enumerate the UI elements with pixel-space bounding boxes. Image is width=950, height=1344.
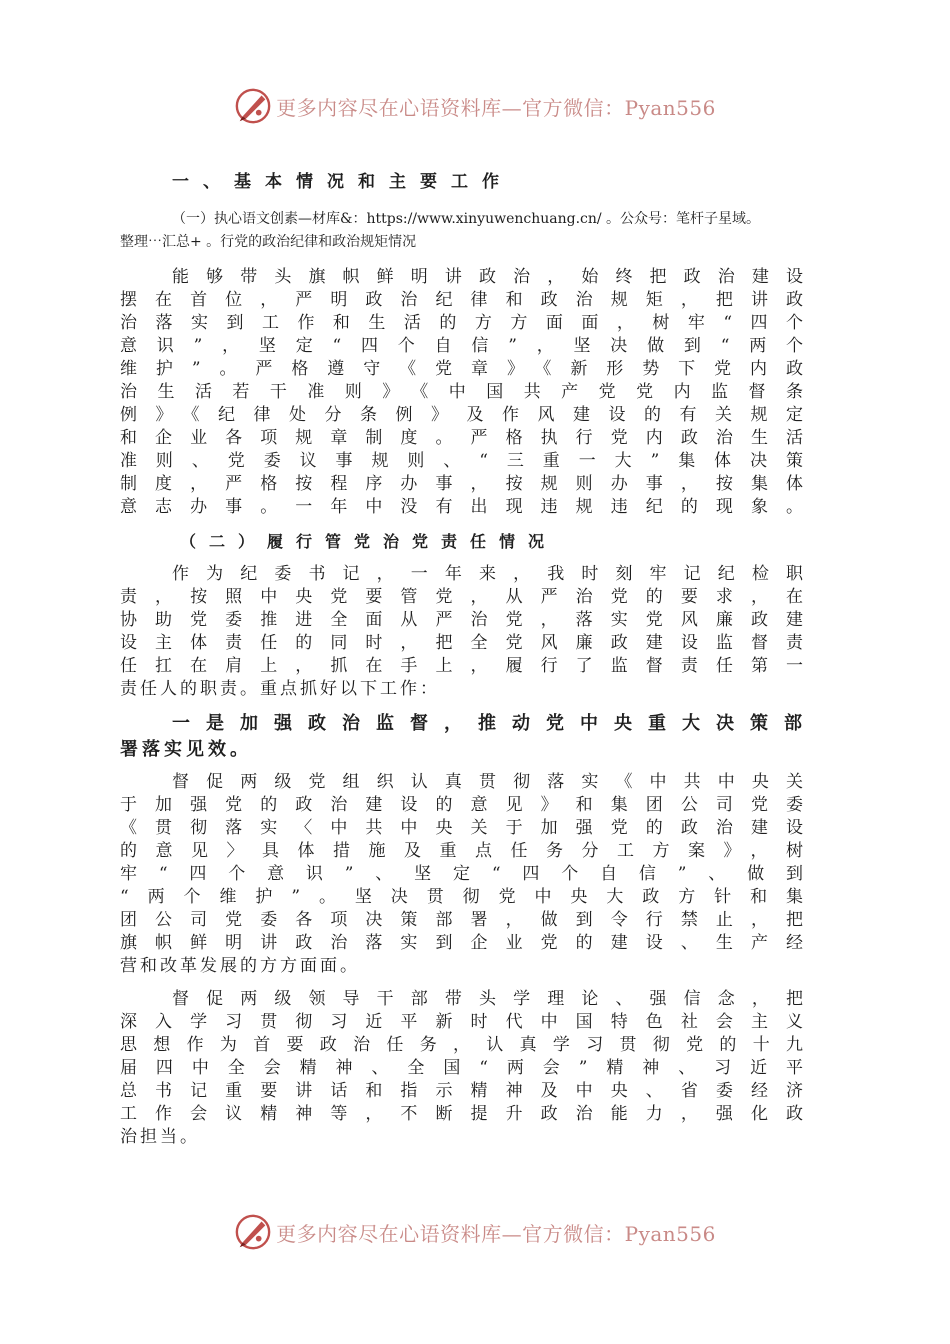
banner-text: 更多内容尽在心语资料库—官方微信：Pyan556: [276, 1221, 716, 1246]
header-banner: [0, 84, 950, 128]
paragraph-political-discipline: [120, 266, 806, 519]
text-line: 总书记重要讲话和指示精神及中央、省委经济: [120, 1081, 806, 1101]
text-line: 设主体责任的同时，把全党风廉政建设监督责: [120, 633, 806, 653]
pen-logo-icon: [234, 87, 272, 125]
text-line: 营和改革发展的方方面面。: [120, 956, 360, 976]
text-line: 牢“四个意识”、坚定“四个自信”、做到: [120, 864, 806, 884]
text-line: 治落实到工作和生活的方方面面，树牢“四个: [120, 313, 806, 333]
text-line: 能够带头旗帜鲜明讲政治，始终把政治建设: [172, 267, 806, 287]
text-line: 督促两级领导干部带头学理论、强信念，把: [172, 989, 806, 1009]
text-line: 责任人的职责。重点抓好以下工作：: [120, 679, 440, 699]
subsection-title-line: （一）执心语文创素—材库&：https://www.xinyuwenchuang.cn/ 。公众号：笔杆子星域。: [172, 211, 761, 227]
bold-heading-political-supervision: [120, 711, 806, 763]
pen-logo-icon: [234, 1213, 272, 1251]
paragraph-theory-study: [120, 988, 806, 1149]
text-line: 例》《纪律处分条例》及作风建设的有关规定: [120, 405, 806, 425]
text-line: 思想作为首要政治任务，认真学习贯彻党的十九: [120, 1035, 806, 1055]
text-line: 摆在首位，严明政治纪律和政治规矩，把讲政: [120, 290, 806, 310]
document-body: [120, 168, 806, 1159]
text-line: 制度，严格按程序办事，按规则办事，按集体: [120, 474, 806, 494]
text-line: 治生活若干准则》《中国共产党党内监督条: [120, 382, 806, 402]
text-line: 的意见〉具体措施及重点任务分工方案》，树: [120, 841, 806, 861]
subsection-heading: （二）履行管党治党责任情况: [180, 532, 558, 551]
text-line: 任扛在肩上，抓在手上，履行了监督责任第一: [120, 656, 806, 676]
text-line: “两个维护”。坚决贯彻党中央大政方针和集: [120, 887, 806, 907]
text-line: 作为纪委书记，一年来，我时刻牢记纪检职: [172, 564, 806, 584]
text-line: 督促两级党组织认真贯彻落实《中共中央关: [172, 772, 806, 792]
text-line: 工作会议精神等，不断提升政治能力，强化政: [120, 1104, 806, 1124]
text-line: 团公司党委各项决策部署，做到令行禁止，把: [120, 910, 806, 930]
text-line: 治担当。: [120, 1127, 200, 1147]
paragraph-responsibility: [120, 563, 806, 701]
text-line: 旗帜鲜明讲政治落实到企业党的建设、生产经: [120, 933, 806, 953]
footer-banner: [0, 1210, 950, 1254]
text-line: 届四中全会精神、全国“两会”精神、习近平: [120, 1058, 806, 1078]
section-heading: 一、基本情况和主要工作: [172, 172, 513, 192]
text-line: 意识”，坚定“四个自信”，坚决做到“两个: [120, 336, 806, 356]
text-line: 《贯彻落实〈中共中央关于加强党的政治建设: [120, 818, 806, 838]
text-line: 署落实见效。: [120, 739, 252, 760]
text-line: 和企业各项规章制度。严格执行党内政治生活: [120, 428, 806, 448]
text-line: 准则、党委议事规则、“三重一大”集体决策: [120, 451, 806, 471]
text-line: 于加强党的政治建设的意见》和集团公司党委: [120, 795, 806, 815]
text-line: 维护”。严格遵守《党章》《新形势下党内政: [120, 359, 806, 379]
paragraph-implementation: [120, 771, 806, 978]
text-line: 协助党委推进全面从严治党，落实党风廉政建: [120, 610, 806, 630]
banner-text: 更多内容尽在心语资料库—官方微信：Pyan556: [276, 95, 716, 120]
text-line: 一是加强政治监督，推动党中央重大决策部: [172, 713, 806, 734]
text-line: 深入学习贯彻习近平新时代中国特色社会主义: [120, 1012, 806, 1032]
text-line: 意志办事。一年中没有出现违规违纪的现象。: [120, 497, 806, 517]
subsection-title-line-2: 整理⋯汇总+ 。行党的政治纪律和政治规矩情况: [120, 234, 417, 250]
text-line: 责，按照中央党要管党，从严治党的要求，在: [120, 587, 806, 607]
